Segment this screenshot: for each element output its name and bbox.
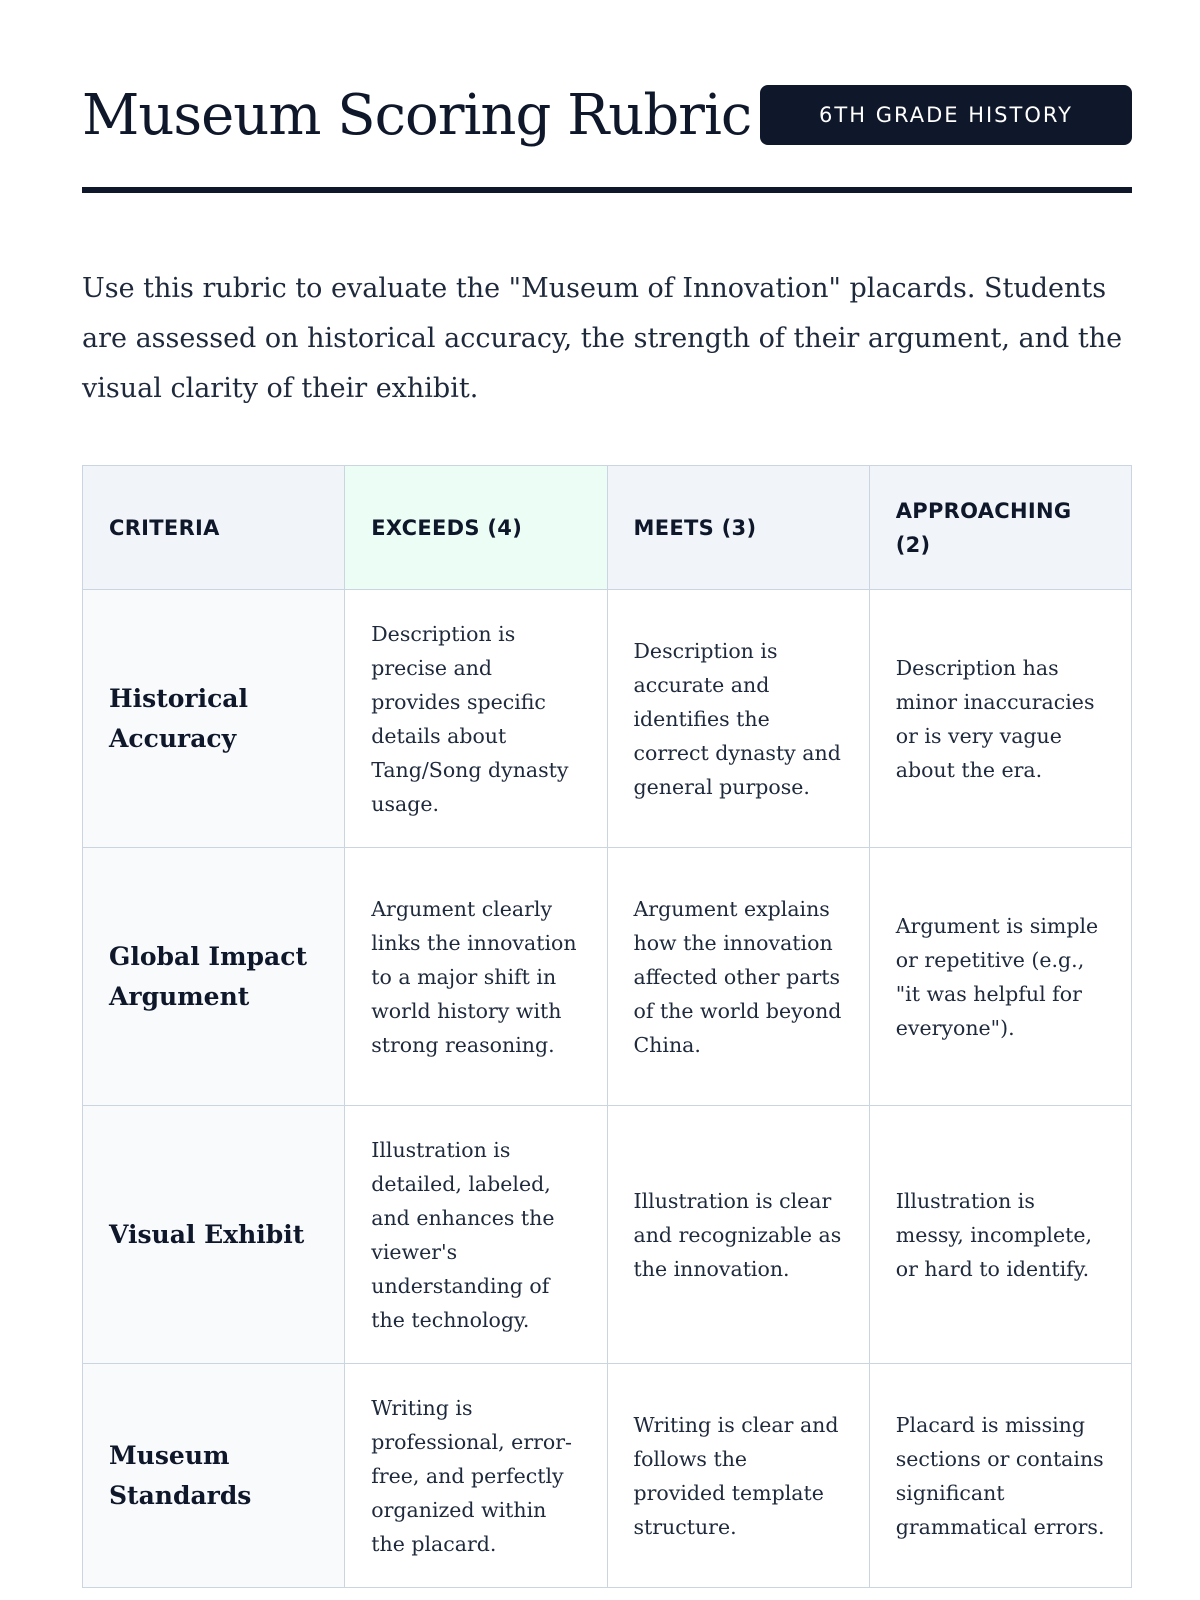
intro-paragraph: Use this rubric to evaluate the "Museum of Innovation" placards. Students are assessed on historical accuracy, the strength of their argument, and the visual clarity of their exhibit. — [82, 273, 1123, 404]
approaching-cell: Placard is missing sections or contains significant grammatical errors. — [869, 1364, 1131, 1588]
column-header-approaching: APPROACHING (2) — [869, 466, 1131, 590]
approaching-cell: Argument is simple or repetitive (e.g., "it was helpful for everyone"). — [869, 848, 1131, 1106]
page-title: Museum Scoring Rubric — [82, 82, 752, 148]
rubric-table — [82, 465, 1132, 1588]
table-row — [83, 1364, 1132, 1588]
exceeds-cell: Description is precise and provides specific details about Tang/Song dynasty usage. — [345, 590, 607, 848]
grade-badge: 6TH GRADE HISTORY — [760, 85, 1132, 145]
table-row — [83, 590, 1132, 848]
approaching-cell: Description has minor inaccuracies or is very vague about the era. — [869, 590, 1131, 848]
table-row — [83, 1106, 1132, 1364]
criterion-cell: Museum Standards — [83, 1364, 345, 1588]
criterion-cell: Visual Exhibit — [83, 1106, 345, 1364]
meets-cell: Illustration is clear and recognizable as the innovation. — [607, 1106, 869, 1364]
exceeds-cell: Illustration is detailed, labeled, and enhances the viewer's understanding of the technology. — [345, 1106, 607, 1364]
meets-cell: Writing is clear and follows the provided template structure. — [607, 1364, 869, 1588]
column-header-exceeds: EXCEEDS (4) — [345, 466, 607, 590]
exceeds-cell: Writing is professional, error-free, and perfectly organized within the placard. — [345, 1364, 607, 1588]
meets-cell: Argument explains how the innovation affected other parts of the world beyond China. — [607, 848, 869, 1106]
meets-cell: Description is accurate and identifies the correct dynasty and general purpose. — [607, 590, 869, 848]
table-row — [83, 848, 1132, 1106]
criterion-cell: Historical Accuracy — [83, 590, 345, 848]
approaching-cell: Illustration is messy, incomplete, or hard to identify. — [869, 1106, 1131, 1364]
page-header — [82, 70, 1132, 160]
column-header-criteria: CRITERIA — [83, 466, 345, 590]
criterion-cell: Global Impact Argument — [83, 848, 345, 1106]
column-header-meets: MEETS (3) — [607, 466, 869, 590]
exceeds-cell: Argument clearly links the innovation to a major shift in world history with strong reasoning. — [345, 848, 607, 1106]
table-header-row — [83, 466, 1132, 590]
header-divider — [82, 187, 1132, 193]
